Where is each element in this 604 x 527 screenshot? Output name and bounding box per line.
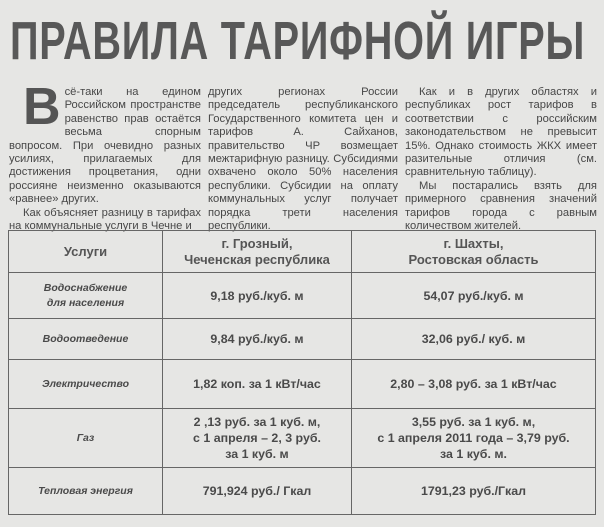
drop-cap: В <box>23 78 61 136</box>
article-column-3 <box>405 86 597 233</box>
article-column-2 <box>208 86 398 233</box>
grozny-tariff-cell: 9,18 руб./куб. м <box>163 273 352 319</box>
table-row <box>9 360 596 409</box>
service-cell: Газ <box>9 409 163 468</box>
shakhty-tariff-cell: 54,07 руб./куб. м <box>352 273 596 319</box>
grozny-tariff-cell: 2 ,13 руб. за 1 куб. м, с 1 апреля – 2, 3 руб. за 1 куб. м <box>163 409 352 468</box>
column-header: г. Грозный, Чеченская республика <box>163 231 352 273</box>
grozny-tariff-cell: 791,924 руб./ Гкал <box>163 468 352 515</box>
shakhty-tariff-cell: 3,55 руб. за 1 куб. м, с 1 апреля 2011 года – 3,79 руб. за 1 куб. м. <box>352 409 596 468</box>
table-row <box>9 409 596 468</box>
grozny-tariff-cell: 1,82 коп. за 1 кВт/час <box>163 360 352 409</box>
shakhty-tariff-cell: 2,80 – 3,08 руб. за 1 кВт/час <box>352 360 596 409</box>
table-row <box>9 319 596 360</box>
grozny-tariff-cell: 9,84 руб./куб. м <box>163 319 352 360</box>
article-column-1 <box>9 78 201 233</box>
paragraph: других регионах России председатель республиканского Государственного комитета цен и тарифов А. Сайханов, правительство ЧР возмещает межтарифную разницу. Субсидиями охвачено около 50% населения республики. Субсидии на оплату коммунальных услуг получает порядка трети населения республики. <box>208 86 398 233</box>
service-cell: Тепловая энергия <box>9 468 163 515</box>
table-header-row <box>9 231 596 273</box>
service-cell: Водоотведение <box>9 319 163 360</box>
paragraph: сё-таки на едином Российском пространстве равенство прав остаётся весьма спорным вопросом. При очевидно разных усилиях, прилагаемых для достижения процветания, одни россияне неизменно оказываются «равнее» других. <box>9 86 201 206</box>
article-title: ПРАВИЛА ТАРИФНОЙ ИГРЫ <box>10 11 586 71</box>
paragraph: Как объясняет разницу в тарифах на коммунальные услуги в Чечне и <box>9 206 201 233</box>
service-cell: Электричество <box>9 360 163 409</box>
column-header: г. Шахты, Ростовская область <box>352 231 596 273</box>
paragraph: Как и в других областях и республиках рост тарифов в соответствии с российским законодательством не превысит 15%. Однако стоимость ЖКХ имеет разительные отличия (см. сравнительную таблицу). <box>405 86 597 179</box>
column-header: Услуги <box>9 231 163 273</box>
shakhty-tariff-cell: 32,06 руб./ куб. м <box>352 319 596 360</box>
paragraph: Мы постарались взять для примерного сравнения значений тарифов города с равным количеством жителей. <box>405 179 597 233</box>
shakhty-tariff-cell: 1791,23 руб./Гкал <box>352 468 596 515</box>
table-row <box>9 468 596 515</box>
service-cell: Водоснабжение для населения <box>9 273 163 319</box>
table-row <box>9 273 596 319</box>
tariff-comparison-table <box>8 230 596 515</box>
